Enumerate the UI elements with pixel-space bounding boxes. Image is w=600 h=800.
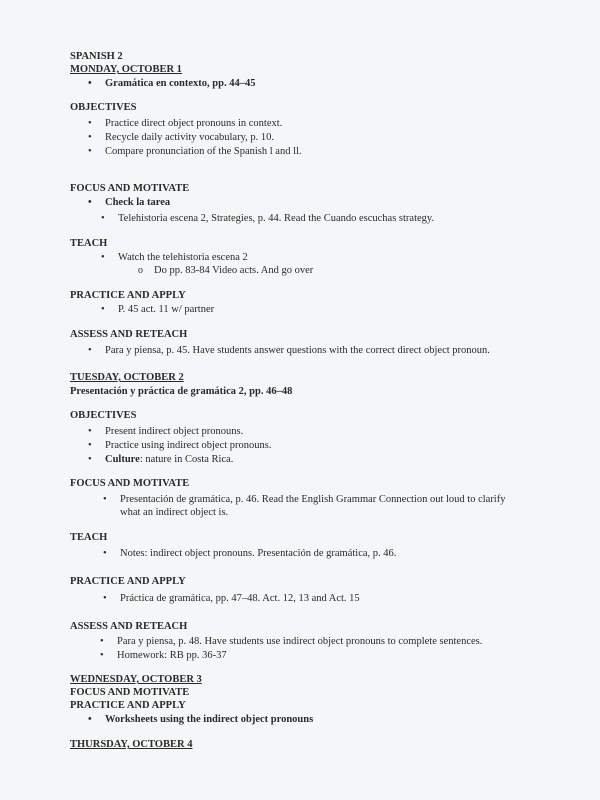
tuesday-practice-heading: PRACTICE AND APPLY bbox=[70, 576, 186, 587]
monday-objective-3: • Compare pronunciation of the Spanish l and ll. bbox=[105, 145, 580, 158]
monday-teach-heading: TEACH bbox=[70, 238, 108, 249]
culture-text: : nature in Costa Rica. bbox=[139, 454, 234, 465]
tuesday-practice-1: • Práctica de gramática, pp. 47–48. Act. 12, 13 and Act. 15 bbox=[120, 592, 580, 605]
wednesday-practice-heading: PRACTICE AND APPLY bbox=[70, 700, 186, 711]
tuesday-objectives-heading: OBJECTIVES bbox=[70, 410, 137, 421]
monday-heading: MONDAY, OCTOBER 1 bbox=[70, 64, 182, 75]
monday-practice-1: • P. 45 act. 11 w/ partner bbox=[118, 303, 580, 316]
monday-focus-1: • Check la tarea bbox=[105, 196, 580, 209]
tuesday-teach-heading: TEACH bbox=[70, 532, 108, 543]
doc-title: SPANISH 2 bbox=[70, 51, 123, 62]
monday-focus-heading: FOCUS AND MOTIVATE bbox=[70, 183, 190, 194]
tuesday-objective-2: • Practice using indirect object pronouns. bbox=[105, 439, 580, 452]
monday-focus-2: • Telehistoria escena 2, Strategies, p. 44. Read the Cuando escuchas strategy. bbox=[118, 212, 580, 225]
monday-objective-2: • Recycle daily activity vocabulary, p. 10. bbox=[105, 131, 580, 144]
monday-practice-heading: PRACTICE AND APPLY bbox=[70, 290, 186, 301]
tuesday-focus-heading: FOCUS AND MOTIVATE bbox=[70, 478, 190, 489]
wednesday-heading: WEDNESDAY, OCTOBER 3 bbox=[70, 674, 202, 685]
tuesday-assess-2: • Homework: RB pp. 36-37 bbox=[117, 649, 580, 662]
tuesday-teach-1: • Notes: indirect object pronouns. Presentación de gramática, p. 46. bbox=[120, 547, 580, 560]
thursday-heading: THURSDAY, OCTOBER 4 bbox=[70, 739, 193, 750]
culture-label: Culture bbox=[105, 454, 140, 465]
wednesday-practice-1: • Worksheets using the indirect object pronouns bbox=[105, 713, 580, 726]
monday-teach-1: • Watch the telehistoria escena 2 bbox=[118, 251, 580, 264]
tuesday-objective-1: • Present indirect object pronouns. bbox=[105, 425, 580, 438]
tuesday-objective-3 bbox=[105, 453, 580, 466]
tuesday-assess-heading: ASSESS AND RETEACH bbox=[70, 621, 188, 632]
tuesday-focus-1: • Presentación de gramática, p. 46. Read the English Grammar Connection out loud to clarify what an indirect object is. bbox=[120, 493, 520, 519]
monday-teach-2: o Do pp. 83-84 Video acts. And go over bbox=[154, 264, 580, 277]
monday-lesson: • Gramática en contexto, pp. 44–45 bbox=[105, 77, 580, 90]
tuesday-assess-1: • Para y piensa, p. 48. Have students use indirect object pronouns to complete sentences. bbox=[117, 635, 580, 648]
wednesday-focus-heading: FOCUS AND MOTIVATE bbox=[70, 687, 190, 698]
monday-assess-heading: ASSESS AND RETEACH bbox=[70, 329, 188, 340]
tuesday-heading: TUESDAY, OCTOBER 2 bbox=[70, 372, 184, 383]
monday-assess-1: • Para y piensa, p. 45. Have students answer questions with the correct direct object pronoun. bbox=[105, 344, 580, 357]
tuesday-lesson: Presentación y práctica de gramática 2, pp. 46–48 bbox=[70, 386, 293, 397]
monday-objective-1: • Practice direct object pronouns in context. bbox=[105, 117, 580, 130]
monday-objectives-heading: OBJECTIVES bbox=[70, 102, 137, 113]
